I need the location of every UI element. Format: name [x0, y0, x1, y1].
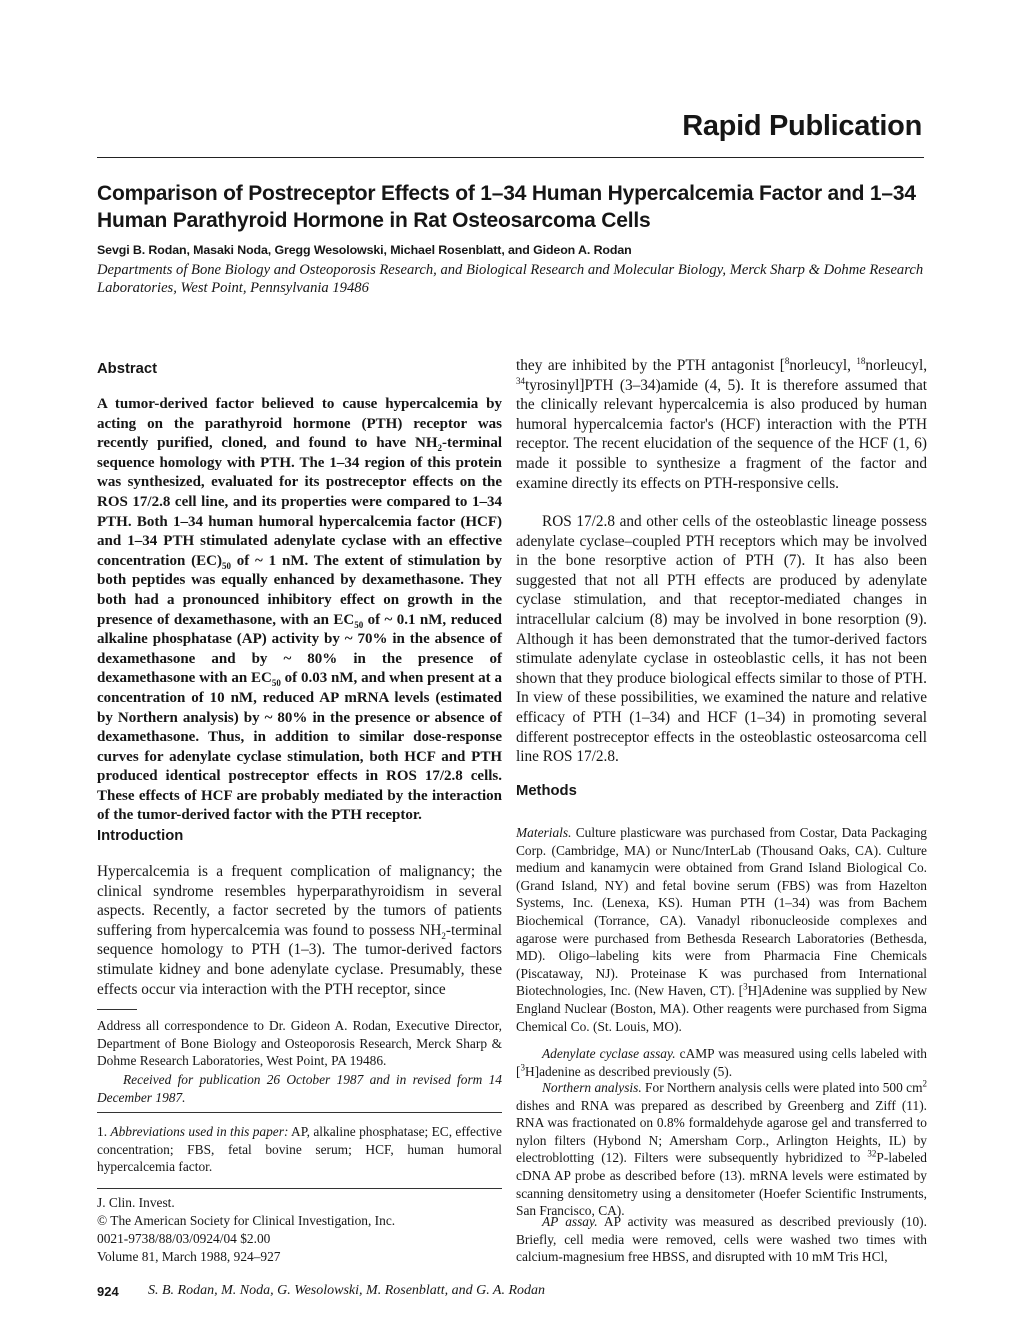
abbreviations-note: 1. Abbreviations used in this paper: AP, alkaline phosphatase; EC, effective concentration; FBS, fetal bovine serum; HCF, human humoral hypercalcemia factor.	[97, 1124, 502, 1175]
page-number: 924	[97, 1284, 119, 1299]
journal-name: J. Clin. Invest.	[97, 1195, 175, 1210]
footnote-rule	[97, 1009, 137, 1010]
correspondence-note: Address all correspondence to Dr. Gideon A. Rodan, Executive Director, Department of Bone Biology and Osteoporosis Research, Merck Sharp & Dohme Research Laboratories, West Point, PA 19486.	[97, 1018, 502, 1069]
author-list: Sevgi B. Rodan, Masaki Noda, Gregg Wesolowski, Michael Rosenblatt, and Gideon A. Rodan	[97, 243, 632, 257]
header-rule	[97, 157, 924, 158]
northern-analysis-paragraph: Northern analysis. For Northern analysis cells were plated into 500 $cm^2$ dishes and RNA was prepared as described by Greenberg and Ziff (11). RNA was fractionated on 0.8% formaldehyde agarose gel and transferred to nylon filters (Hybond N; Amersham Corp., Arlington Heights, IL) by electroblotting (12). Filters were subsequently hybridized to $^{32}$P-labeled cDNA AP probe as described before (13). mRNA levels were estimated by scanning densitometry using a densitometer (Hoefer Scientific Instruments, San Francisco, CA).	[516, 1078, 927, 1219]
section-banner: Rapid Publication	[682, 110, 922, 142]
article-title: Comparison of Postreceptor Effects of 1–34 Human Hypercalcemia Factor and 1–34 Human Parathyroid Hormone in Rat Osteosarcoma Cells	[97, 182, 916, 232]
methods-heading: Methods	[516, 783, 577, 799]
journal-rule	[97, 1188, 502, 1189]
ap-assay-paragraph: AP assay. AP activity was measured as described previously (10). Briefly, cell media were removed, cells were washed two times with calcium-magnesium free HBSS, and disrupted with 10 mM Tris HCl,	[516, 1214, 927, 1265]
abstract-text: A tumor-derived factor believed to cause hypercalcemia by acting on the parathyroid hormone (PTH) receptor was recently purified, cloned, and found to have $NH_2$-terminal sequence homology with PTH. The 1–34 region of this protein was synthesized, evaluated for its postreceptor effects on the ROS 17/2.8 cell line, and its properties were compared to 1–34 PTH. Both 1–34 human humoral hypercalcemia factor (HCF) and 1–34 PTH stimulated adenylate cyclase with an effective concentration $(EC)_{50}$ of ~ 1 nM. The extent of stimulation by both peptides was equally enhanced by dexamethasone. They both had a pronounced inhibitory effect on growth in the presence of dexamethasone, with an $EC_{50}$ of ~ 0.1 nM, reduced alkaline phosphatase (AP) activity by ~ 70% in the absence of dexamethasone and by ~ 80% in the presence of dexamethasone with an $EC_{50}$ of 0.03 nM, and when present at a concentration of 10 nM, reduced AP mRNA levels (estimated by Northern analysis) by ~ 80% in the presence or absence of dexamethasone. Thus, in addition to similar dose-response curves for adenylate cyclase stimulation, both HCF and PTH produced identical postreceptor effects in ROS 17/2.8 cells. These effects of HCF are probably mediated by the interaction of the tumor-derived factor with the PTH receptor.	[97, 396, 502, 824]
intro-paragraph-2: ROS 17/2.8 and other cells of the osteoblastic lineage possess adenylate cyclase–coupled PTH receptors which may be involved in the bone resorptive action of PTH (7). It has also been suggested that not all PTH effects are produced by adenylate cyclase stimulation, and that receptor-mediated changes in intracellular calcium (8) may be involved in bone resorption (9). Although it has been demonstrated that the tumor-derived factors stimulate adenylate cyclase in osteoblastic cells, it has not been shown that they produce biological effects similar to those of PTH. In view of these possibilities, we examined the nature and relative efficacy of PTH (1–34) and HCF (1–34) in promoting several different postreceptor effects in the osteoblastic osteosarcoma cell line ROS 17/2.8.	[516, 513, 927, 766]
adenylate-cyclase-paragraph: Adenylate cyclase assay. cAMP was measured using cells labeled with [$^3$H]adenine as described previously (5).	[516, 1046, 928, 1079]
materials-paragraph: Materials. Culture plasticware was purchased from Costar, Data Packaging Corp. (Cambridge, MA) or Nunc/InterLab (Thousand Oaks, CA). Culture medium and kanamycin were obtained from Grand Island Biological Co. (Grand Island, NY) and fetal bovine serum (FBS) was from Hazelton Systems, Inc. (Lenexa, KS). Human PTH (1–34) was from Bachem Biochemical (Torrance, CA). Vanadyl ribonucleoside complexes and agarose were purchased from Bethesda Research Laboratories (Bethesda, MD). Oligo–labeling kits were from Pharmacia Fine Chemicals (Piscataway, NJ). Proteinase K was purchased from International Biotechnologies, Inc. (New Haven, CT). [$^3$H]Adenine was supplied by New England Nuclear (Boston, MA). Other reagents were purchased from Sigma Chemical Co. (St. Louis, MO).	[516, 825, 927, 1034]
issn-line: 0021-9738/88/03/0924/04 $2.00	[97, 1231, 271, 1246]
abbrev-rule	[97, 1112, 502, 1113]
introduction-text: Hypercalcemia is a frequent complication of malignancy; the clinical syndrome resembles hyperparathyroidism in several aspects. Recently, a factor secreted by the tumors of patients suffering from hypercalcemia was found to possess $NH_2$-terminal sequence homology to PTH (1–3). The tumor-derived factors stimulate kidney and bone adenylate cyclase. Presumably, these effects occur via interaction with the PTH receptor, since	[97, 863, 502, 998]
volume-line: Volume 81, March 1988, 924–927	[97, 1249, 281, 1264]
abstract-heading: Abstract	[97, 361, 158, 377]
received-note: Received for publication 26 October 1987 and in revised form 14 December 1987.	[97, 1072, 502, 1105]
intro-continued-paragraph: they are inhibited by the PTH antagonist [$^8$norleucyl, $^{18}$norleucyl, $^{34}$tyrosinyl]PTH (3–34)amide (4, 5). It is therefore assumed that the clinically relevant hypercalcemia is also produced by human humoral hypercalcemia factor's (HCF) interaction with the PTH receptor. The recent elucidation of the sequence of the HCF (1, 6) made it possible to synthesize a fragment of the factor and examine directly its effects on PTH-responsive cells.	[516, 355, 928, 492]
introduction-heading: Introduction	[97, 828, 184, 844]
running-footer-authors: S. B. Rodan, M. Noda, G. Wesolowski, M. Rosenblatt, and G. A. Rodan	[148, 1283, 546, 1298]
copyright-line: © The American Society for Clinical Investigation, Inc.	[97, 1213, 396, 1228]
author-affiliation: Departments of Bone Biology and Osteoporosis Research, and Biological Research and Molecular Biology, Merck Sharp & Dohme Research Laboratories, West Point, Pennsylvania 19486	[97, 262, 924, 296]
